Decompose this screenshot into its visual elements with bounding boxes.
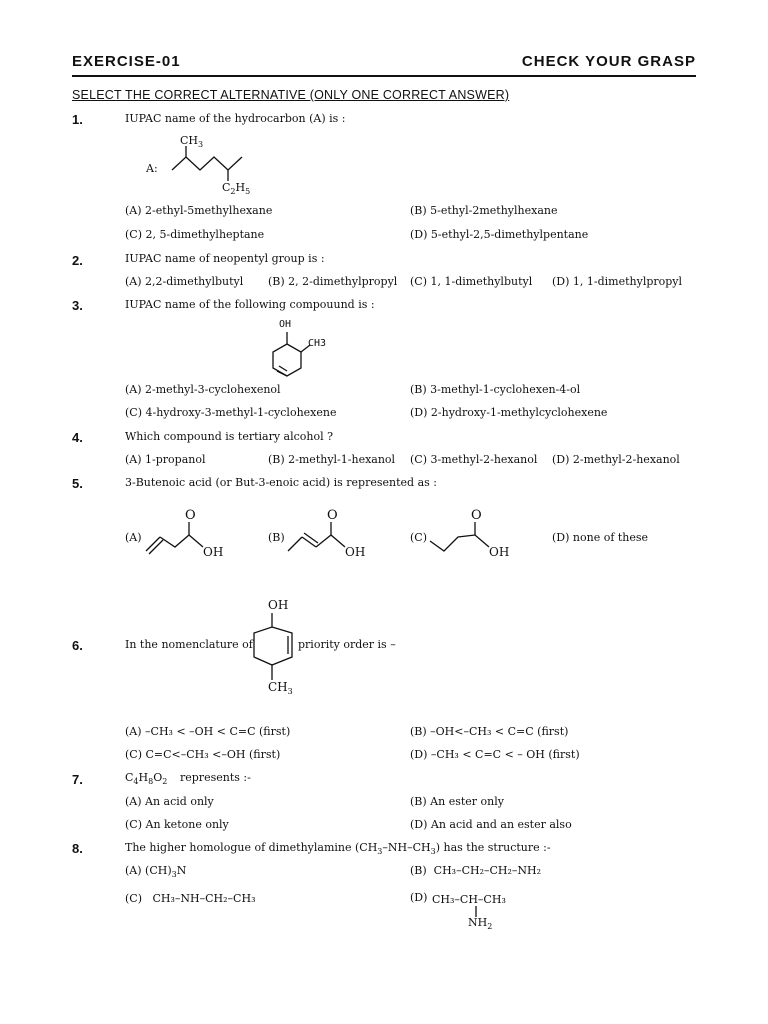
question-text: IUPAC name of neopentyl group is : <box>125 252 325 265</box>
option-b[interactable]: (B) 3-methyl-1-cyclohexen-4-ol <box>410 383 581 396</box>
hydroxyl-label: OH <box>345 545 366 559</box>
option-c[interactable]: (C) C=C<–CH₃ <–OH (first) <box>125 748 281 761</box>
option-a[interactable]: (A) 2-ethyl-5methylhexane <box>125 204 273 217</box>
question-text: The higher homologue of dimethylamine $(CH_3-NH-CH_3)$ has the structure :- <box>125 841 551 856</box>
oxygen-label: O <box>185 508 196 523</box>
option-a[interactable]: (A) An acid only <box>125 795 214 808</box>
option-a[interactable]: (A) 2-methyl-3-cyclohexenol <box>125 383 281 396</box>
ethyl-label: $C_2H_5$ <box>222 181 251 196</box>
option-b[interactable]: (B) <box>268 531 285 544</box>
question-number: 6. <box>72 638 83 653</box>
hydroxyl-label: OH <box>268 598 289 612</box>
option-c[interactable]: (C) 1, 1-dimethylbutyl <box>410 275 533 288</box>
option-d-formula[interactable]: CH₃–CH–CH₃ <box>432 893 506 906</box>
amine-group: $NH_2$ <box>468 916 493 931</box>
exercise-title: EXERCISE-01 <box>72 53 181 70</box>
question-text: Which compound is tertiary alcohol ? <box>125 430 334 443</box>
option-a[interactable]: (A) 1-propanol <box>125 453 206 466</box>
hydroxyl-label: OH <box>489 545 510 559</box>
methyl-label: $CH_3$ <box>180 134 204 149</box>
question-text: In the nomenclature of <box>125 638 253 651</box>
section-title: CHECK YOUR GRASP <box>521 53 696 70</box>
option-d[interactable]: (D) 2-hydroxy-1-methylcyclohexene <box>410 406 608 419</box>
option-d[interactable]: (D) 1, 1-dimethylpropyl <box>552 275 683 288</box>
option-a[interactable]: (A) –CH₃ < –OH < C=C (first) <box>125 725 291 738</box>
option-c[interactable]: (C) 2, 5-dimethylheptane <box>125 228 265 241</box>
option-b[interactable]: (B) An ester only <box>410 795 504 808</box>
option-b[interactable]: (B) 2, 2-dimethylpropyl <box>268 275 398 288</box>
methyl-label: $CH_3$ <box>268 680 293 696</box>
question-number: 2. <box>72 253 83 268</box>
oxygen-label: O <box>471 508 482 523</box>
structure-label: A: <box>146 162 158 175</box>
methyl-label: CH3 <box>308 338 327 349</box>
option-b[interactable]: (B) 2-methyl-1-hexanol <box>268 453 396 466</box>
option-c[interactable]: (C) 3-methyl-2-hexanol <box>410 453 538 466</box>
hydroxyl-label: OH <box>279 319 292 330</box>
option-d[interactable]: (D) –CH₃ < C=C < – OH (first) <box>410 748 580 761</box>
question-text: IUPAC name of the hydrocarbon (A) is : <box>125 112 346 125</box>
question-number: 4. <box>72 430 83 445</box>
hydroxyl-label: OH <box>203 545 224 559</box>
question-number: 7. <box>72 772 83 787</box>
molecular-formula: $C_4H_8O_2$ <box>125 771 168 786</box>
question-number: 3. <box>72 298 83 313</box>
question-number: 8. <box>72 841 83 856</box>
oxygen-label: O <box>327 508 338 523</box>
option-a[interactable]: (A) 2,2-dimethylbutyl <box>125 275 244 288</box>
option-c[interactable]: (C) An ketone only <box>125 818 229 831</box>
option-d[interactable]: (D) 5-ethyl-2,5-dimethylpentane <box>410 228 589 241</box>
option-c[interactable]: (C) <box>410 531 427 544</box>
option-c[interactable]: (C) 4-hydroxy-3-methyl-1-cyclohexene <box>125 406 337 419</box>
question-number: 5. <box>72 476 83 491</box>
option-c[interactable]: (C) CH₃–NH–CH₂–CH₃ <box>125 892 256 905</box>
option-b[interactable]: (B) CH₃–CH₂–CH₂–NH₂ <box>410 864 542 877</box>
instruction: SELECT THE CORRECT ALTERNATIVE (ONLY ONE CORRECT ANSWER) <box>72 88 510 102</box>
question-text: IUPAC name of the following compouund is : <box>125 298 375 311</box>
option-b[interactable]: (B) 5-ethyl-2methylhexane <box>410 204 558 217</box>
question-text: 3-Butenoic acid (or But-3-enoic acid) is represented as : <box>125 476 437 489</box>
option-d[interactable]: (D) 2-methyl-2-hexanol <box>552 453 680 466</box>
option-a[interactable]: (A) $(CH)_3N$ <box>125 864 187 879</box>
option-d[interactable]: (D) none of these <box>552 531 649 544</box>
option-d[interactable]: (D) An acid and an ester also <box>410 818 572 831</box>
option-d-label[interactable]: (D) <box>410 891 428 904</box>
question-number: 1. <box>72 112 83 127</box>
option-b[interactable]: (B) –OH<–CH₃ < C=C (first) <box>410 725 569 738</box>
option-a[interactable]: (A) <box>125 531 142 544</box>
question-text-continued: priority order is – <box>298 638 396 651</box>
question-text: represents :- <box>180 771 251 784</box>
